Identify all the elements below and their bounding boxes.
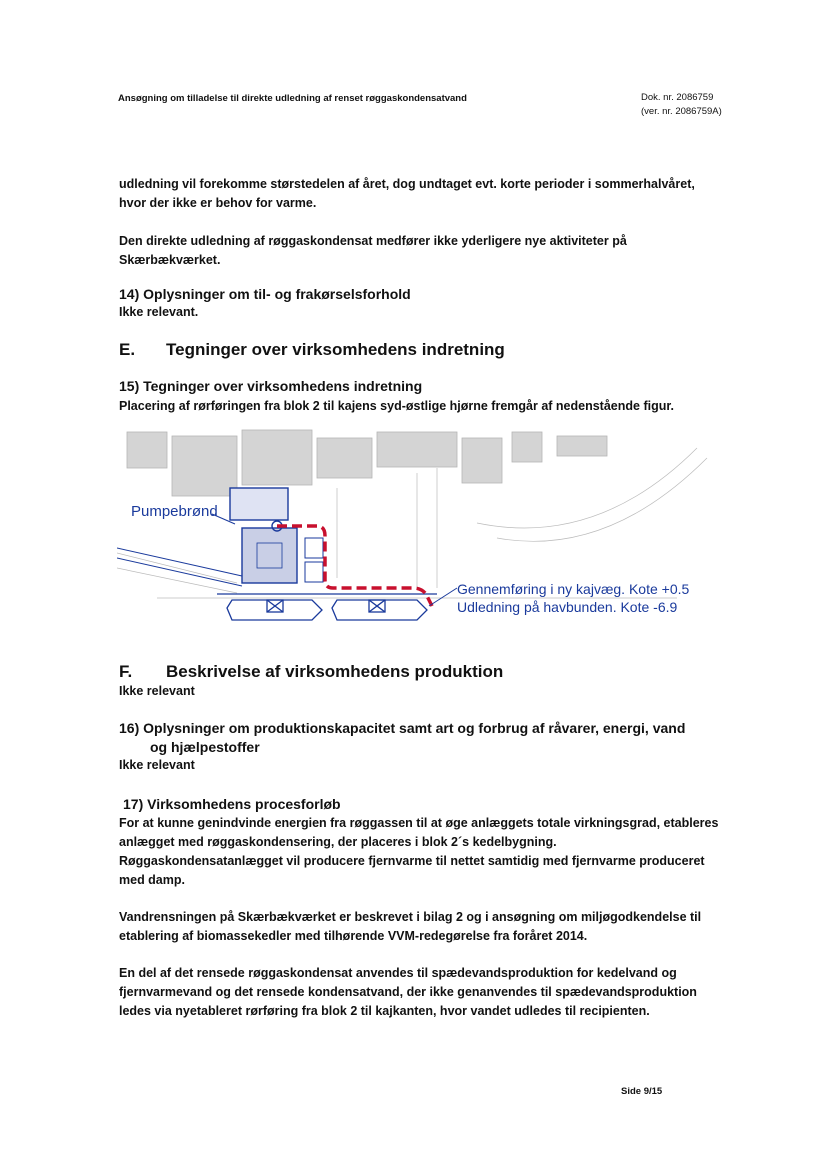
section-e-title: Tegninger over virksomhedens indretning	[166, 340, 505, 359]
annex-box	[305, 538, 323, 558]
paragraph-condensate-use: En del af det rensede røggaskondensat anvendes til spædevandsproduktion for kedelvand og fjernvarmevand og det rensede kondensatvand, der ikke genanvendes til spædevandsproduktion ledes via nyetableret rørføring fra blok 2 til kajkanten, hvor vandet udledes til recipienten.	[119, 966, 697, 1018]
paragraph-process: For at kunne genindvinde energien fra røggassen til at øge anlæggets totale virkningsgrad, etableres anlægget med røggaskondensering, der placeres i blok 2´s kedelbygning. Røggaskondensatanlægget vil producere fjernvarme til nettet samtidig med fjernvarme produceret med damp.	[119, 816, 719, 887]
paragraph-continuation: udledning vil forekomme størstedelen af året, dog undtaget evt. korte perioder i sommerhalvåret, hvor der ikke er behov for varme.	[119, 177, 695, 210]
site-plan-figure	[117, 428, 717, 634]
section-16-text: Ikke relevant	[119, 758, 195, 772]
annex-box	[305, 562, 323, 582]
section-16-heading-line2: og hjælpestoffer	[150, 739, 260, 755]
doc-number: Dok. nr. 2086759	[641, 92, 714, 103]
rail-lines	[117, 548, 242, 586]
paragraph-water-treatment: Vandrensningen på Skærbækværket er beskrevet i bilag 2 og i ansøgning om miljøgodkendelse til etablering af biomassekedler med tilhørende VVM-redegørelse fra foråret 2014.	[119, 910, 702, 943]
section-16-heading-line1: 16) Oplysninger om produktionskapacitet samt art og forbrug af råvarer, energi, vand	[119, 720, 686, 736]
section-14-heading: 14) Oplysninger om til- og frakørselsforhold	[119, 286, 411, 302]
site-plan-drawing	[117, 428, 717, 634]
pump-well-building	[230, 488, 288, 520]
section-15-text: Placering af rørføringen fra blok 2 til kajens syd-østlige hjørne fremgår af nedenstående figur.	[119, 399, 674, 413]
boiler-block	[242, 528, 297, 583]
background-buildings	[127, 430, 607, 496]
section-f-heading	[119, 662, 503, 682]
section-f-text: Ikke relevant	[119, 684, 195, 698]
header-title: Ansøgning om tilladelse til direkte udledning af renset røggaskondensatvand	[118, 93, 467, 104]
section-17-heading: 17) Virksomhedens procesforløb	[123, 796, 341, 812]
outlet-leader-line	[429, 588, 457, 606]
paragraph-no-new-activities: Den direkte udledning af røggaskondensat medfører ikke yderligere nye aktiviteter på Skærbækværket.	[119, 234, 627, 267]
section-e-heading	[119, 340, 505, 360]
section-f-letter: F.	[119, 662, 133, 681]
section-e-letter: E.	[119, 340, 136, 359]
header-doc-info	[641, 91, 722, 119]
section-15-heading: 15) Tegninger over virksomhedens indretning	[119, 378, 423, 394]
outlet-label-line1: Gennemføring i ny kajvæg. Kote +0.5	[457, 581, 690, 597]
page-number: Side 9/15	[621, 1086, 663, 1097]
version-number: (ver. nr. 2086759A)	[641, 106, 722, 117]
section-14-text: Ikke relevant.	[119, 305, 199, 319]
outlet-label-line2: Udledning på havbunden. Kote -6.9	[457, 599, 678, 615]
section-f-title: Beskrivelse af virksomhedens produktion	[166, 662, 504, 681]
pump-well-label: Pumpebrønd	[131, 503, 218, 520]
